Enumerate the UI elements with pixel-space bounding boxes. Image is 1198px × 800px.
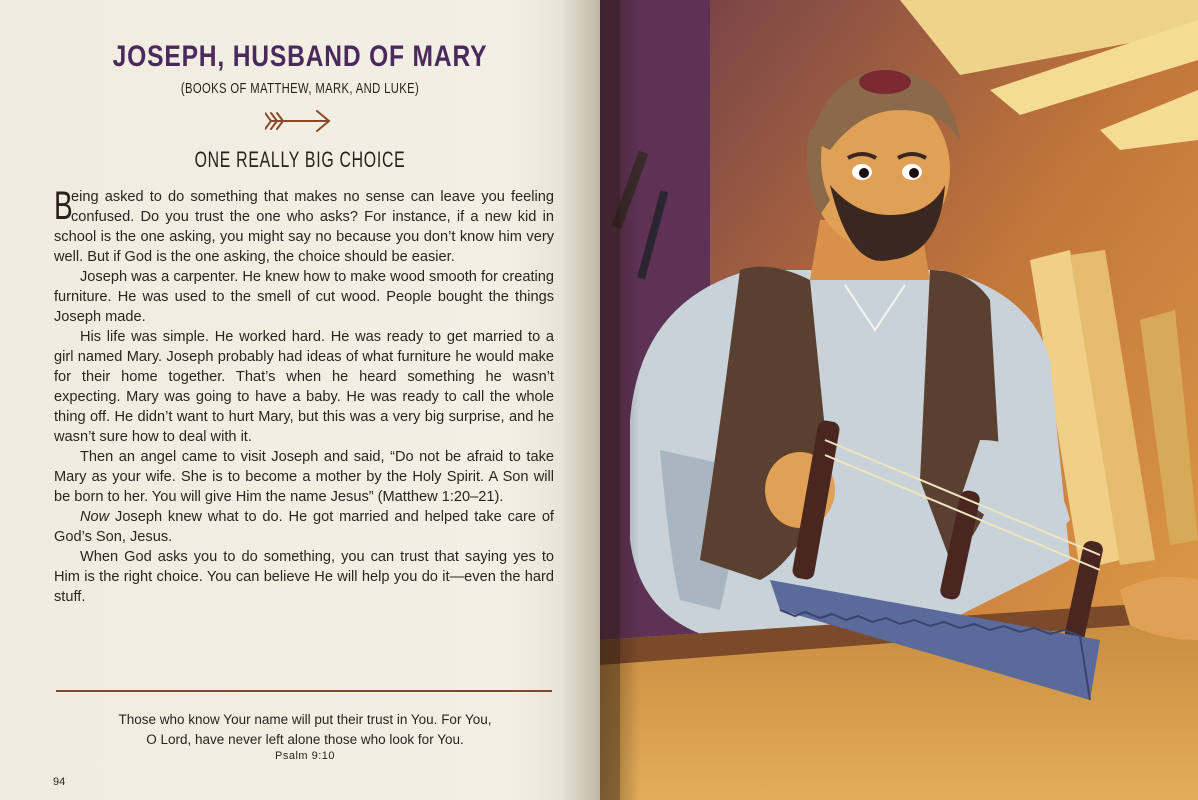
carpenter-illustration bbox=[600, 0, 1198, 800]
section-heading: ONE REALLY BIG CHOICE bbox=[194, 147, 406, 172]
paragraph: Then an angel came to visit Joseph and said, “Do not be afraid to take Mary as your wife. She is to become a mother by the Holy Spirit. A Son will be born to her. You will give Him the name Jesus” (Matthew 1:20–21). bbox=[54, 449, 554, 505]
verse-quote: Those who know Your name will put their trust in You. For You, O Lord, have never left alone those who look for You. bbox=[118, 712, 492, 747]
page-number: 94 bbox=[53, 776, 66, 788]
paragraph: His life was simple. He worked hard. He was ready to get married to a girl named Mary. Joseph probably had ideas of what furniture he would make for their home together. That’s when he heard something he wasn’t expecting. Mary was going to have a baby. He was ready to call the whole thing off. He didn’t want to hurt Mary, but this was a very big surprise, and he wasn’t sure how to deal with it. bbox=[54, 329, 554, 445]
paragraph: B eing asked to do something that makes no sense can leave you feeling confused. Do you trust the one who asks? For instance, if a new kid in school is the one asking, you might say no because you don’t know him very well. But if God is the one asking, the choice should be easier. bbox=[54, 184, 554, 265]
page-curve-shadow bbox=[600, 0, 640, 800]
page-subtitle: (BOOKS OF MATTHEW, MARK, AND LUKE) bbox=[180, 80, 420, 97]
illustration-page bbox=[600, 0, 1198, 800]
page-title: JOSEPH, HUSBAND OF MARY bbox=[112, 40, 488, 73]
drop-cap: B bbox=[54, 184, 73, 228]
paragraph: When God asks you to do something, you can trust that saying yes to Him is the right choice. You can believe He will help you do it—even the hard stuff. bbox=[54, 549, 554, 605]
paragraph: Joseph was a carpenter. He knew how to make wood smooth for creating furniture. He was used to the smell of cut wood. People bought the things Joseph made. bbox=[54, 269, 554, 325]
paragraph: Now Joseph knew what to do. He got married and helped take care of God’s Son, Jesus. bbox=[54, 509, 554, 545]
arrow-ornament-icon bbox=[265, 103, 335, 139]
divider-rule bbox=[56, 690, 552, 692]
verse-reference: Psalm 9:10 bbox=[274, 750, 336, 762]
body-text bbox=[54, 184, 554, 607]
